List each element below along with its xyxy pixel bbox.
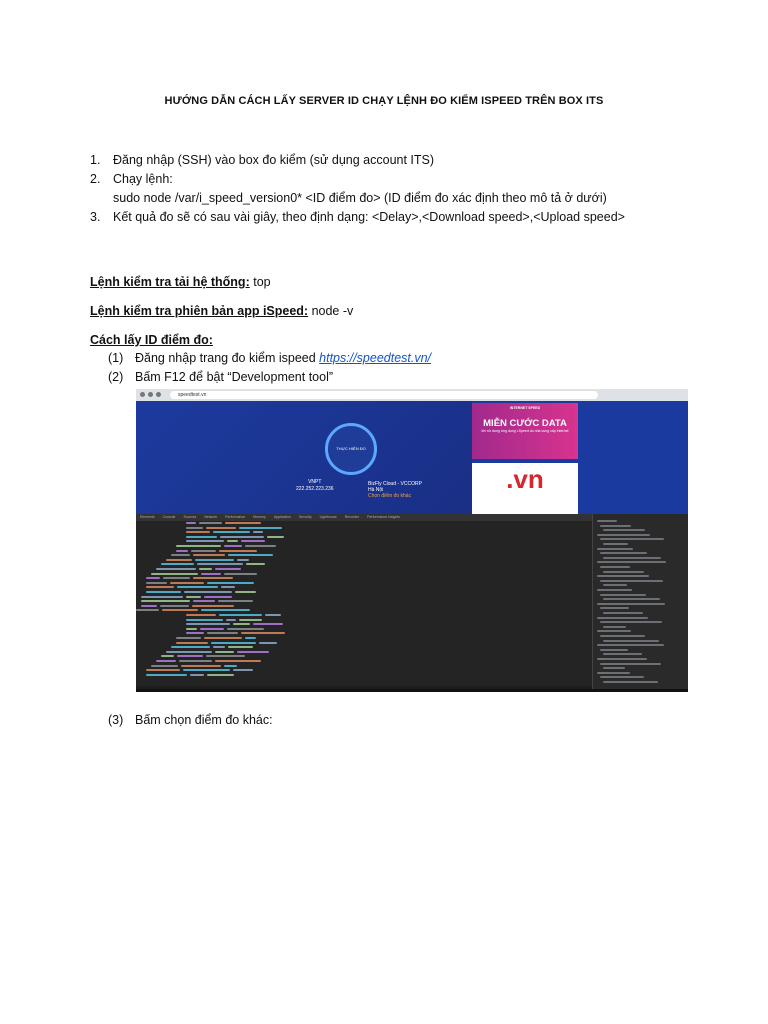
url-bar: speedtest.vn — [170, 391, 598, 399]
style-token — [597, 561, 666, 563]
code-token — [141, 596, 183, 598]
code-token — [199, 568, 212, 570]
devtools-panel — [136, 514, 688, 692]
code-token — [201, 609, 250, 611]
code-token — [193, 600, 215, 602]
code-token — [224, 545, 242, 547]
code-token — [186, 531, 210, 533]
step-1: 1. Đăng nhập (SSH) vào box đo kiểm (sử dụng account ITS) — [90, 153, 435, 167]
code-token — [146, 669, 180, 671]
ad-banner-vn — [472, 463, 578, 514]
code-token — [186, 632, 204, 634]
devtools-screenshot — [136, 389, 688, 692]
code-token — [253, 623, 283, 625]
document-title: HƯỚNG DẪN CÁCH LẤY SERVER ID CHẠY LỆNH ĐO KIỂM ISPEED TRÊN BOX ITS — [164, 95, 604, 107]
style-token — [600, 649, 628, 651]
sub-step-1: (1) Đăng nhập trang đo kiểm ispeed https://speedtest.vn/ — [108, 351, 432, 365]
code-token — [253, 531, 263, 533]
code-token — [191, 550, 216, 552]
code-token — [225, 522, 261, 524]
style-token — [597, 520, 617, 522]
style-token — [603, 667, 625, 669]
code-token — [146, 591, 181, 593]
code-token — [213, 646, 225, 648]
back-icon — [140, 392, 145, 397]
code-token — [186, 623, 230, 625]
code-token — [267, 536, 284, 538]
code-token — [156, 660, 176, 662]
style-token — [603, 598, 660, 600]
code-token — [186, 596, 201, 598]
style-token — [600, 594, 646, 596]
style-token — [603, 612, 643, 614]
style-token — [600, 676, 644, 678]
style-token — [600, 552, 647, 554]
code-token — [186, 527, 203, 529]
code-token — [213, 531, 250, 533]
code-token — [241, 632, 285, 634]
style-token — [603, 584, 627, 586]
code-token — [186, 536, 217, 538]
style-token — [600, 538, 664, 540]
reload-icon — [156, 392, 161, 397]
code-token — [207, 674, 234, 676]
style-token — [597, 630, 631, 632]
code-token — [204, 596, 232, 598]
styles-pane — [592, 514, 688, 692]
code-token — [176, 642, 208, 644]
code-token — [195, 559, 234, 561]
code-token — [141, 600, 190, 602]
load-check-line: Lệnh kiểm tra tải hệ thống: top — [90, 275, 271, 289]
code-token — [190, 674, 204, 676]
code-token — [218, 600, 253, 602]
code-token — [179, 660, 212, 662]
ad-banner-data: INTERNET SPEED MIỄN CƯỚC DATA khi sử dụng ứng dụng i-Speed do nhà cung cấp Internet — [472, 403, 578, 459]
code-token — [176, 550, 188, 552]
version-check-label: Lệnh kiểm tra phiên bản app iSpeed: — [90, 304, 309, 318]
code-token — [151, 573, 198, 575]
code-token — [228, 554, 273, 556]
style-token — [597, 589, 632, 591]
code-token — [220, 536, 264, 538]
code-token — [186, 522, 196, 524]
code-token — [166, 559, 192, 561]
style-token — [600, 663, 661, 665]
code-token — [226, 619, 236, 621]
code-token — [246, 563, 265, 565]
code-token — [228, 646, 253, 648]
code-token — [265, 614, 281, 616]
isp-info: VNPT 222.252.223.236 — [296, 479, 334, 492]
code-token — [192, 605, 234, 607]
style-token — [597, 548, 633, 550]
code-token — [177, 655, 203, 657]
step-2-command: sudo node /var/i_speed_version0* <ID điểm đo> (ID điểm đo xác định theo mô tả ở dưới) — [113, 191, 607, 205]
style-token — [600, 635, 645, 637]
code-token — [136, 609, 159, 611]
code-token — [206, 527, 236, 529]
speedtest-link[interactable]: https://speedtest.vn/ — [319, 351, 432, 365]
code-token — [186, 614, 216, 616]
code-token — [237, 559, 249, 561]
taskbar — [136, 689, 688, 692]
style-token — [603, 557, 661, 559]
code-token — [224, 573, 257, 575]
code-token — [183, 669, 230, 671]
code-token — [219, 550, 257, 552]
code-token — [177, 586, 218, 588]
code-token — [215, 568, 241, 570]
id-heading: Cách lấy ID điểm đo: — [90, 333, 213, 347]
code-token — [239, 527, 282, 529]
code-token — [156, 568, 196, 570]
code-token — [197, 563, 243, 565]
sub-step-2: (2) Bấm F12 để bật “Development tool” — [108, 370, 334, 384]
load-check-label: Lệnh kiểm tra tải hệ thống: — [90, 275, 250, 289]
code-token — [186, 628, 197, 630]
code-token — [181, 665, 221, 667]
code-token — [201, 573, 221, 575]
elements-code — [136, 522, 592, 684]
code-token — [186, 619, 223, 621]
style-token — [600, 525, 631, 527]
server-info: BizFly Cloud - VCCORP Hà Nội Chọn điểm đo khác — [368, 481, 422, 499]
code-token — [171, 646, 210, 648]
code-token — [233, 669, 253, 671]
code-token — [184, 591, 232, 593]
code-token — [163, 577, 190, 579]
style-token — [597, 658, 647, 660]
style-token — [600, 607, 629, 609]
code-token — [221, 586, 235, 588]
style-token — [600, 580, 663, 582]
code-token — [241, 540, 265, 542]
style-token — [603, 681, 658, 683]
code-token — [215, 651, 234, 653]
forward-icon — [148, 392, 153, 397]
code-token — [176, 545, 221, 547]
code-token — [206, 655, 245, 657]
code-token — [207, 632, 238, 634]
code-token — [200, 628, 224, 630]
code-token — [207, 582, 254, 584]
browser-bar — [136, 389, 688, 401]
code-token — [227, 628, 264, 630]
code-token — [199, 522, 222, 524]
code-token — [215, 660, 261, 662]
code-token — [161, 655, 174, 657]
code-token — [141, 605, 157, 607]
code-token — [146, 586, 174, 588]
speedtest-site — [136, 401, 688, 514]
code-token — [211, 642, 256, 644]
code-token — [235, 591, 256, 593]
style-token — [600, 621, 662, 623]
start-test-button: THỰC HIỆN ĐO — [325, 423, 377, 475]
code-token — [151, 665, 178, 667]
style-token — [597, 617, 648, 619]
code-token — [227, 540, 238, 542]
code-token — [162, 609, 198, 611]
style-token — [603, 529, 645, 531]
code-token — [237, 651, 269, 653]
style-token — [597, 644, 664, 646]
vn-logo: .vn — [506, 464, 544, 494]
sub-step-3: (3) Bấm chọn điểm đo khác: — [108, 713, 273, 727]
style-token — [597, 672, 630, 674]
version-check-line: Lệnh kiểm tra phiên bản app iSpeed: node -v — [90, 304, 354, 318]
code-token — [239, 619, 262, 621]
code-token — [170, 582, 204, 584]
code-token — [166, 651, 212, 653]
style-token — [603, 571, 644, 573]
code-token — [204, 637, 242, 639]
code-token — [171, 554, 190, 556]
style-token — [600, 566, 630, 568]
code-token — [233, 623, 250, 625]
code-token — [259, 642, 277, 644]
style-token — [597, 534, 650, 536]
step-3: 3. Kết quả đo sẽ có sau vài giây, theo định dạng: <Delay>,<Download speed>,<Upload speed> — [90, 210, 625, 224]
code-token — [224, 665, 237, 667]
code-token — [146, 582, 167, 584]
style-token — [603, 640, 659, 642]
devtools-tabs: Elements Console Sources Network Performance Memory Application Security Lighthouse Recorder Performance insights — [136, 514, 688, 521]
style-token — [597, 575, 649, 577]
style-token — [597, 603, 665, 605]
style-token — [603, 543, 628, 545]
style-token — [603, 626, 626, 628]
code-token — [245, 637, 256, 639]
code-token — [146, 674, 187, 676]
code-token — [176, 637, 201, 639]
code-token — [193, 577, 233, 579]
code-token — [186, 540, 224, 542]
code-token — [161, 563, 194, 565]
code-token — [160, 605, 189, 607]
step-2: 2. Chạy lệnh: — [90, 172, 173, 186]
style-token — [603, 653, 642, 655]
code-token — [219, 614, 262, 616]
code-token — [193, 554, 225, 556]
code-token — [245, 545, 276, 547]
code-token — [146, 577, 160, 579]
